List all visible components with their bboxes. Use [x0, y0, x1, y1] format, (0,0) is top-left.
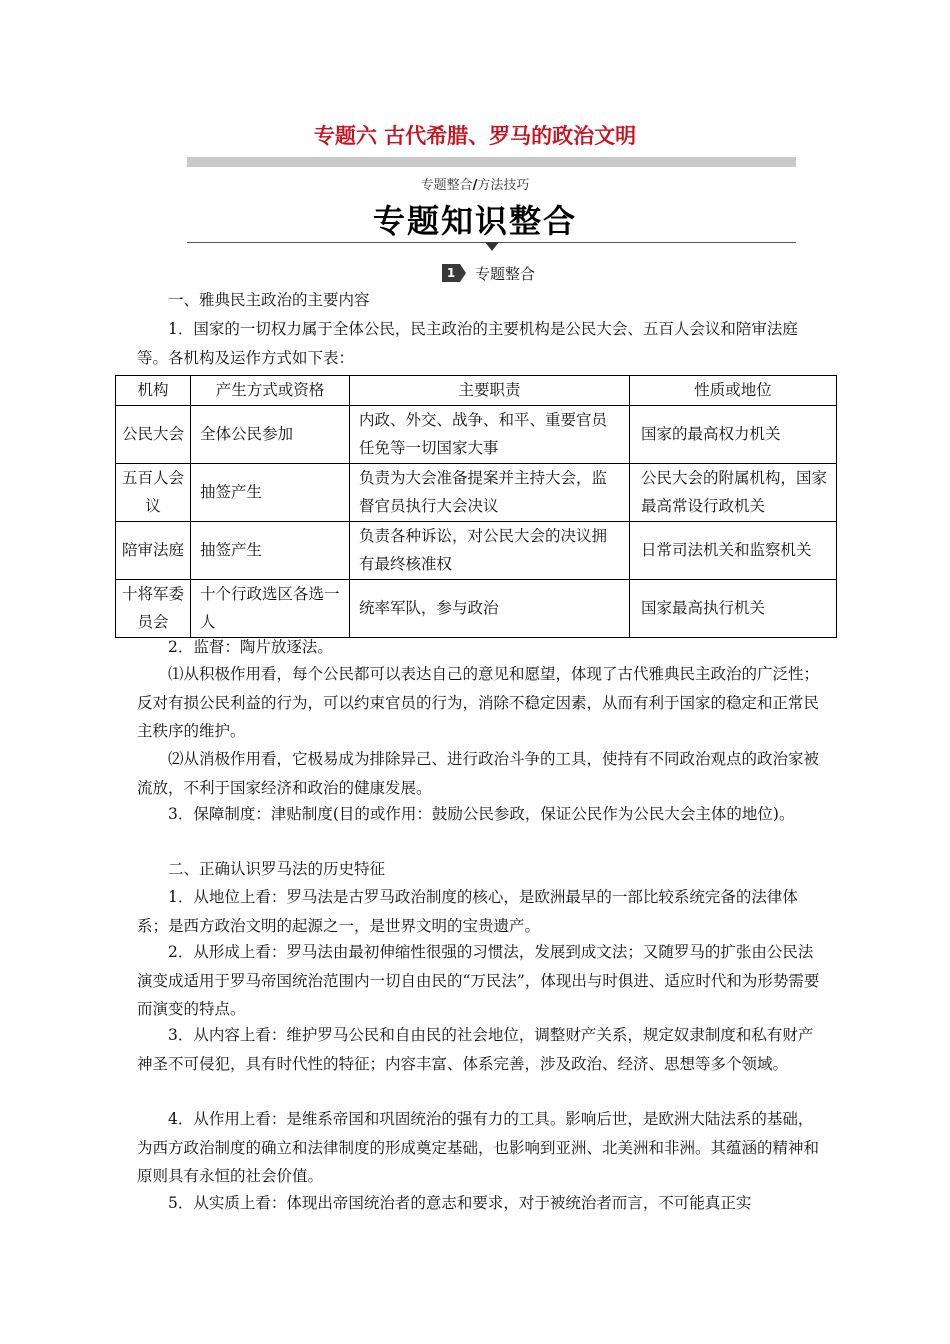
table-header-row [116, 376, 837, 406]
title-divider-bar [187, 157, 796, 167]
table-row [116, 463, 837, 521]
table-cell: 抽签产生 [191, 463, 350, 521]
institutions-table [115, 375, 837, 638]
table-row [116, 405, 837, 463]
table-cell: 陪审法庭 [116, 521, 191, 579]
badge-number: 1 [442, 264, 460, 282]
table-header: 主要职责 [350, 376, 630, 406]
paragraph-rome-1: 1．从地位上看：罗马法是古罗马政治制度的核心，是欧洲最早的一部比较系统完备的法律体系；是西方政治文明的起源之一，是世界文明的宝贵遗产。 [137, 888, 798, 935]
paragraph-rome-5: 5．从实质上看：体现出帝国统治者的意志和要求，对于被统治者而言，不可能真正实 [168, 1194, 752, 1212]
table-row [116, 579, 837, 637]
paragraph-2: 2．监督：陶片放逐法。 [168, 638, 333, 656]
table-cell: 公民大会 [116, 405, 191, 463]
down-arrow-icon [485, 242, 499, 251]
table-cell: 日常司法机关和监察机关 [630, 521, 837, 579]
badge-label: 专题整合 [475, 264, 536, 283]
subsection-badge [442, 262, 535, 284]
paragraph-3: 3．保障制度：津贴制度(目的或作用：鼓励公民参政，保证公民作为公民大会主体的地位)。 [168, 805, 795, 823]
table-row [116, 521, 837, 579]
paragraph-rome-2: 2．从形成上看：罗马法由最初伸缩性很强的习惯法，发展到成文法；又随罗马的扩张由公民法演变成适用于罗马帝国统治范围内一切自由民的“万民法”，体现出与时俱进、适应时代和为形势需要而演变的特点。 [137, 943, 820, 1018]
table-cell: 统率军队，参与政治 [350, 579, 630, 637]
subtitle-slash: / [472, 178, 478, 193]
badge-notch-icon [460, 264, 466, 282]
table-cell: 十个行政选区各选一人 [191, 579, 350, 637]
table-cell: 公民大会的附属机构，国家最高常设行政机关 [630, 463, 837, 521]
paragraph-2b: ⑵从消极作用看，它极易成为排除异己、进行政治斗争的工具，使持有不同政治观点的政治家被流放，不利于国家经济和政治的健康发展。 [137, 750, 820, 797]
table-cell: 内政、外交、战争、和平、重要官员任免等一切国家大事 [350, 405, 630, 463]
table-header: 性质或地位 [630, 376, 837, 406]
subtitle-left: 专题整合 [420, 178, 473, 193]
subtitle-right: 方法技巧 [477, 178, 530, 193]
paragraph-rome-4: 4．从作用上看：是维系帝国和巩固统治的强有力的工具。影响后世，是欧洲大陆法系的基础，为西方政治制度的确立和法律制度的形成奠定基础，也影响到亚洲、北美洲和非洲。其蕴涵的精神和原则具有永恒的社会价值。 [137, 1110, 820, 1185]
table-cell: 国家最高执行机关 [630, 579, 837, 637]
heading-athens: 一、雅典民主政治的主要内容 [168, 291, 370, 309]
table-header: 机构 [116, 376, 191, 406]
table-cell: 负责各种诉讼，对公民大会的决议拥有最终核准权 [350, 521, 630, 579]
paragraph-rome-3: 3．从内容上看：维护罗马公民和自由民的社会地位，调整财产关系，规定奴隶制度和私有财产神圣不可侵犯，具有时代性的特征；内容丰富、体系完善，涉及政治、经济、思想等多个领域。 [137, 1026, 814, 1073]
table-header: 产生方式或资格 [191, 376, 350, 406]
table-cell: 十将军委员会 [116, 579, 191, 637]
paragraph-2a: ⑴从积极作用看，每个公民都可以表达自己的意见和愿望，体现了古代雅典民主政治的广泛性；反对有损公民利益的行为，可以约束官员的行为，消除不稳定因素，从而有利于国家的稳定和正常民主秩序的维护。 [137, 665, 820, 740]
section-subtitle [0, 174, 950, 193]
heading-rome: 二、正确认识罗马法的历史特征 [168, 860, 386, 878]
paragraph-1: 1．国家的一切权力属于全体公民，民主政治的主要机构是公民大会、五百人会议和陪审法庭等。各机构及运作方式如下表： [137, 320, 798, 367]
table-cell: 抽签产生 [191, 521, 350, 579]
table-cell: 五百人会议 [116, 463, 191, 521]
table-cell: 负责为大会准备提案并主持大会，监督官员执行大会决议 [350, 463, 630, 521]
table-cell: 国家的最高权力机关 [630, 405, 837, 463]
page-title: 专题六 古代希腊、罗马的政治文明 [313, 124, 637, 148]
table-cell: 全体公民参加 [191, 405, 350, 463]
section-heading: 专题知识整合 [372, 202, 577, 240]
